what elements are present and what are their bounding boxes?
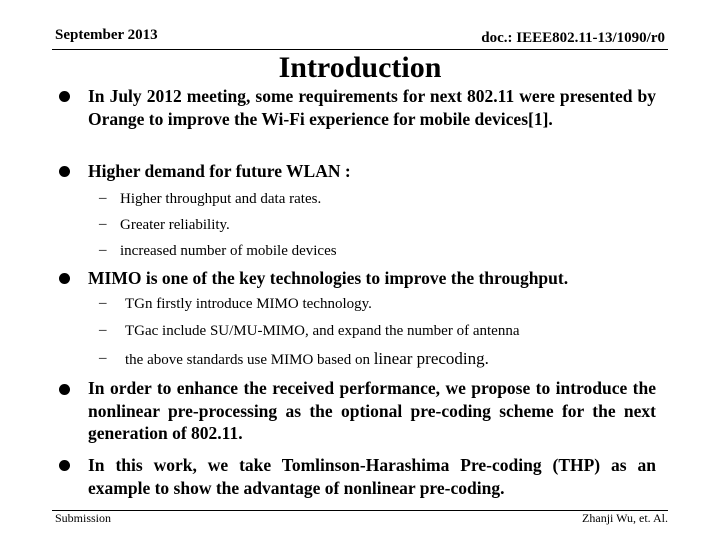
bullet-text: In this work, we take Tomlinson-Harashima Pre-coding (THP) as an example to show the advantage of nonlinear pre-coding. xyxy=(88,455,656,498)
sub-bullet-text-lead: the above standards use MIMO based on xyxy=(125,352,374,368)
sub-bullet-text: TGn firstly introduce MIMO technology. xyxy=(125,296,372,312)
sub-bullet-dash: – xyxy=(99,295,107,311)
sub-bullet-text: Greater reliability. xyxy=(120,217,230,233)
header-doc-id: doc.: IEEE802.11-13/1090/r0 xyxy=(481,30,665,46)
bullet-dot xyxy=(59,460,70,471)
sub-bullet-text: Higher throughput and data rates. xyxy=(120,191,322,207)
bullet-dot xyxy=(59,91,70,102)
sub-bullet-dash: – xyxy=(99,350,107,366)
bullet-text: In order to enhance the received performance, we propose to introduce the nonlinear pre-processing as the optional pre-coding scheme for the next generation of 802.11. xyxy=(88,378,656,443)
sub-bullet-dash: – xyxy=(99,216,107,232)
bullet-dot xyxy=(59,273,70,284)
header-date: September 2013 xyxy=(55,27,158,43)
sub-bullet-text-tail: linear precoding. xyxy=(373,349,489,368)
sub-bullet-text: TGac include SU/MU-MIMO, and expand the number of antenna xyxy=(125,323,520,339)
sub-bullet-text: increased number of mobile devices xyxy=(120,243,337,259)
sub-bullet-dash: – xyxy=(99,322,107,338)
bullet-text: MIMO is one of the key technologies to improve the throughput. xyxy=(88,268,569,288)
bullet-dot xyxy=(59,384,70,395)
sub-bullet-text xyxy=(125,349,489,370)
sub-bullet-dash: – xyxy=(99,190,107,206)
footer-left: Submission xyxy=(55,511,112,525)
sub-bullet-dash: – xyxy=(99,242,107,258)
footer-right: Zhanji Wu, et. Al. xyxy=(582,511,668,525)
bullet-text: In July 2012 meeting, some requirements for next 802.11 were presented by Orange to improve the Wi-Fi experience for mobile devices[1]. xyxy=(88,86,656,129)
bullet-text: Higher demand for future WLAN : xyxy=(88,161,351,181)
footer-divider xyxy=(52,510,668,511)
bullet-dot xyxy=(59,166,70,177)
slide-title: Introduction xyxy=(278,51,442,84)
